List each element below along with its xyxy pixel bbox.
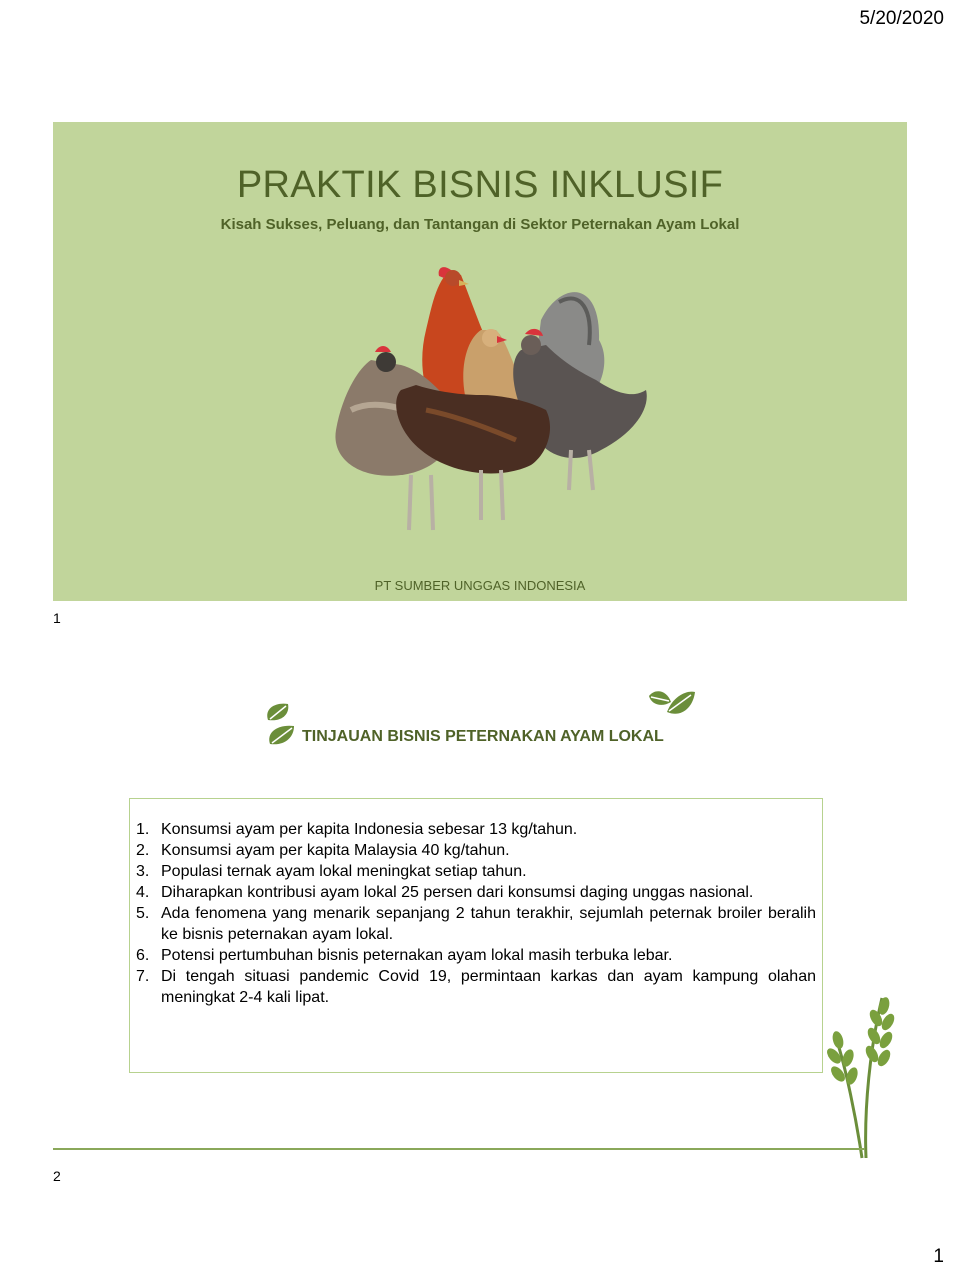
list-item: 6. Potensi pertumbuhan bisnis peternakan ayam lokal masih terbuka lebar. <box>136 947 673 964</box>
slide-1 <box>53 122 907 601</box>
wheat-icon <box>826 988 900 1160</box>
slide-1-title: PRAKTIK BISNIS INKLUSIF <box>236 164 724 206</box>
slide-1-subtitle: Kisah Sukses, Peluang, dan Tantangan di Sektor Peternakan Ayam Lokal <box>220 216 740 233</box>
leaf-icon <box>262 700 298 748</box>
slide-2-title: TINJAUAN BISNIS PETERNAKAN AYAM LOKAL <box>302 728 664 745</box>
print-date: 5/20/2020 <box>859 8 944 29</box>
list-item: 5. Ada fenomena yang menarik sepanjang 2 tahun terakhir, sejumlah peternak broiler beralih ke bisnis peternakan ayam lokal. <box>136 905 816 943</box>
slide-2-number: 2 <box>53 1168 61 1184</box>
list-item: 2. Konsumsi ayam per kapita Malaysia 40 kg/tahun. <box>136 842 510 859</box>
company-name: PT SUMBER UNGGAS INDONESIA <box>374 578 586 593</box>
slide-1-number: 1 <box>53 610 61 626</box>
list-item: 1. Konsumsi ayam per kapita Indonesia sebesar 13 kg/tahun. <box>136 821 578 838</box>
list-item: 4. Diharapkan kontribusi ayam lokal 25 persen dari konsumsi daging unggas nasional. <box>136 884 754 901</box>
leaf-pair-icon <box>645 686 697 720</box>
overview-list <box>136 819 816 1008</box>
content-box <box>129 798 823 1073</box>
list-item: 7. Di tengah situasi pandemic Covid 19, permintaan karkas dan ayam kampung olahan meningkat 2-4 kali lipat. <box>136 968 816 1006</box>
chickens-image <box>331 250 675 550</box>
list-item: 3. Populasi ternak ayam lokal meningkat setiap tahun. <box>136 863 527 880</box>
page-number: 1 <box>933 1246 944 1267</box>
divider-line <box>53 1148 865 1150</box>
